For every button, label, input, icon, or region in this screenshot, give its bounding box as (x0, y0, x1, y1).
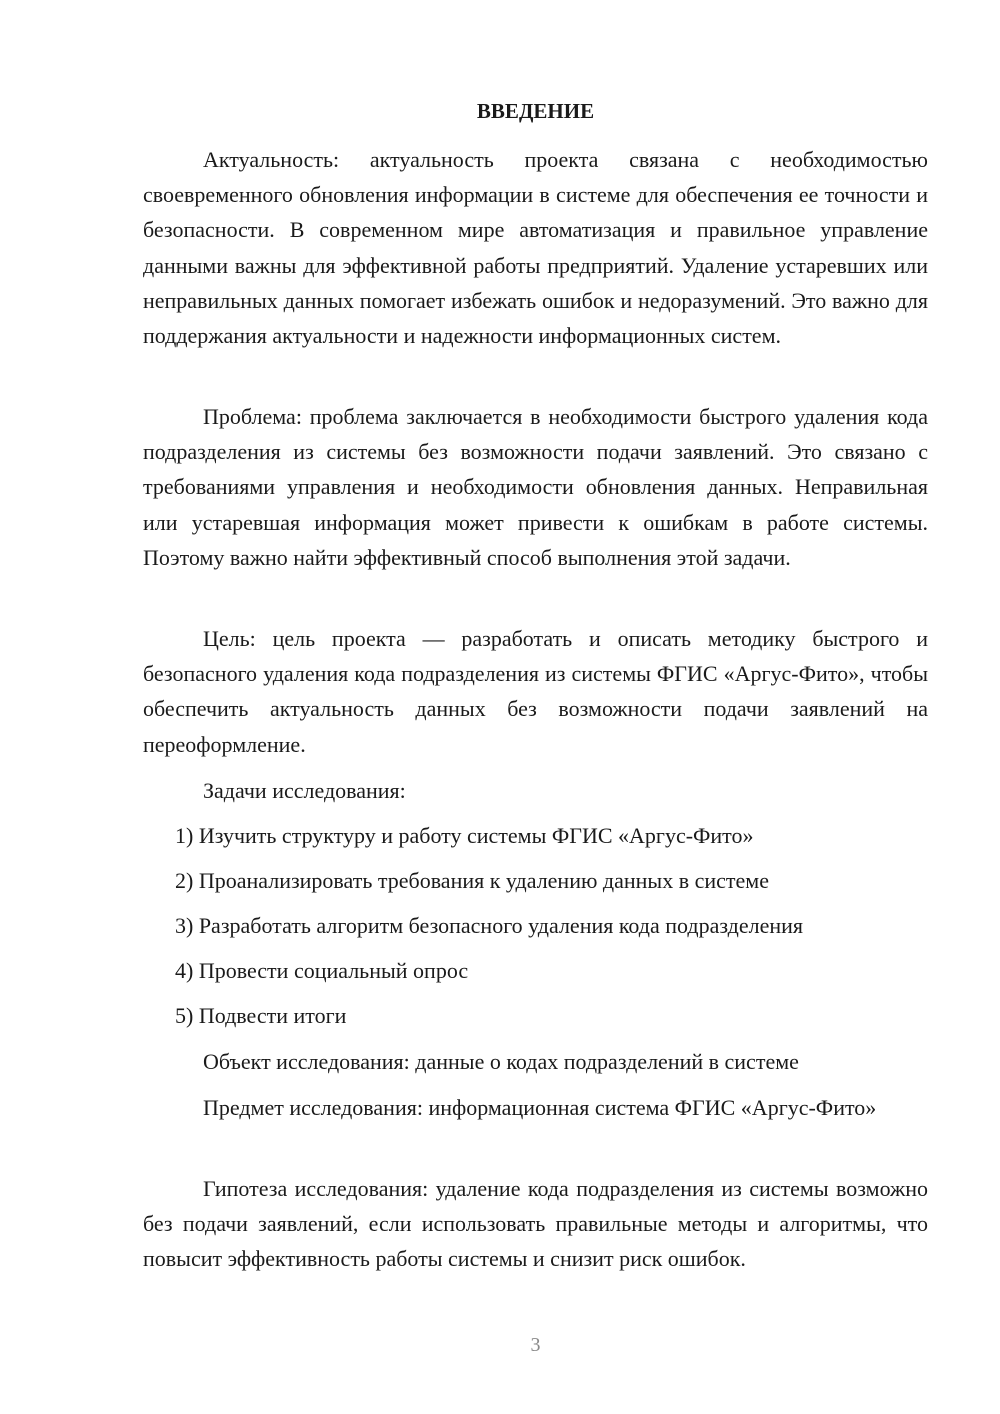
object-paragraph: Объект исследования: данные о кодах подразделений в системе (203, 1049, 799, 1074)
relevance-paragraph: Актуальность: актуальность проекта связана с необходимостью своевременного обновления информации в системе для обеспечения ее точности и безопасности. В современном мире автоматизация и правильное управление данными важны для эффективной работы предприятий. Удаление устаревших или неправильных данных помогает избежать ошибок и недоразумений. Это важно для поддержания актуальности и надежности информационных систем. (143, 147, 928, 349)
task-item: 3) Разработать алгоритм безопасного удаления кода подразделения (175, 913, 804, 938)
goal-paragraph: Цель: цель проекта — разработать и описать методику быстрого и безопасного удаления кода подразделения из системы ФГИС «Аргус-Фито», чтобы обеспечить актуальность данных без возможности подачи заявлений на переоформление. (143, 626, 928, 757)
section-title: ВВЕДЕНИЕ (476, 99, 595, 123)
task-item: 4) Провести социальный опрос (175, 958, 469, 983)
hypothesis-paragraph: Гипотеза исследования: удаление кода подразделения из системы возможно без подачи заявлений, если использовать правильные методы и алгоритмы, что повысит эффективность работы системы и снизит риск ошибок. (143, 1176, 928, 1272)
task-item: 2) Проанализировать требования к удалению данных в системе (175, 868, 769, 893)
problem-paragraph: Проблема: проблема заключается в необходимости быстрого удаления кода подразделения из системы без возможности подачи заявлений. Это связано с требованиями управления и необходимости обновления данных. Неправильная или устаревшая информация может привести к ошибкам в работе системы. Поэтому важно найти эффективный способ выполнения этой задачи. (143, 404, 928, 570)
tasks-heading: Задачи исследования: (203, 778, 406, 803)
page-number: 3 (530, 1334, 541, 1356)
subject-paragraph: Предмет исследования: информационная система ФГИС «Аргус-Фито» (203, 1095, 877, 1120)
task-item: 1) Изучить структуру и работу системы ФГИС «Аргус-Фито» (175, 823, 754, 848)
task-item: 5) Подвести итоги (175, 1003, 347, 1028)
